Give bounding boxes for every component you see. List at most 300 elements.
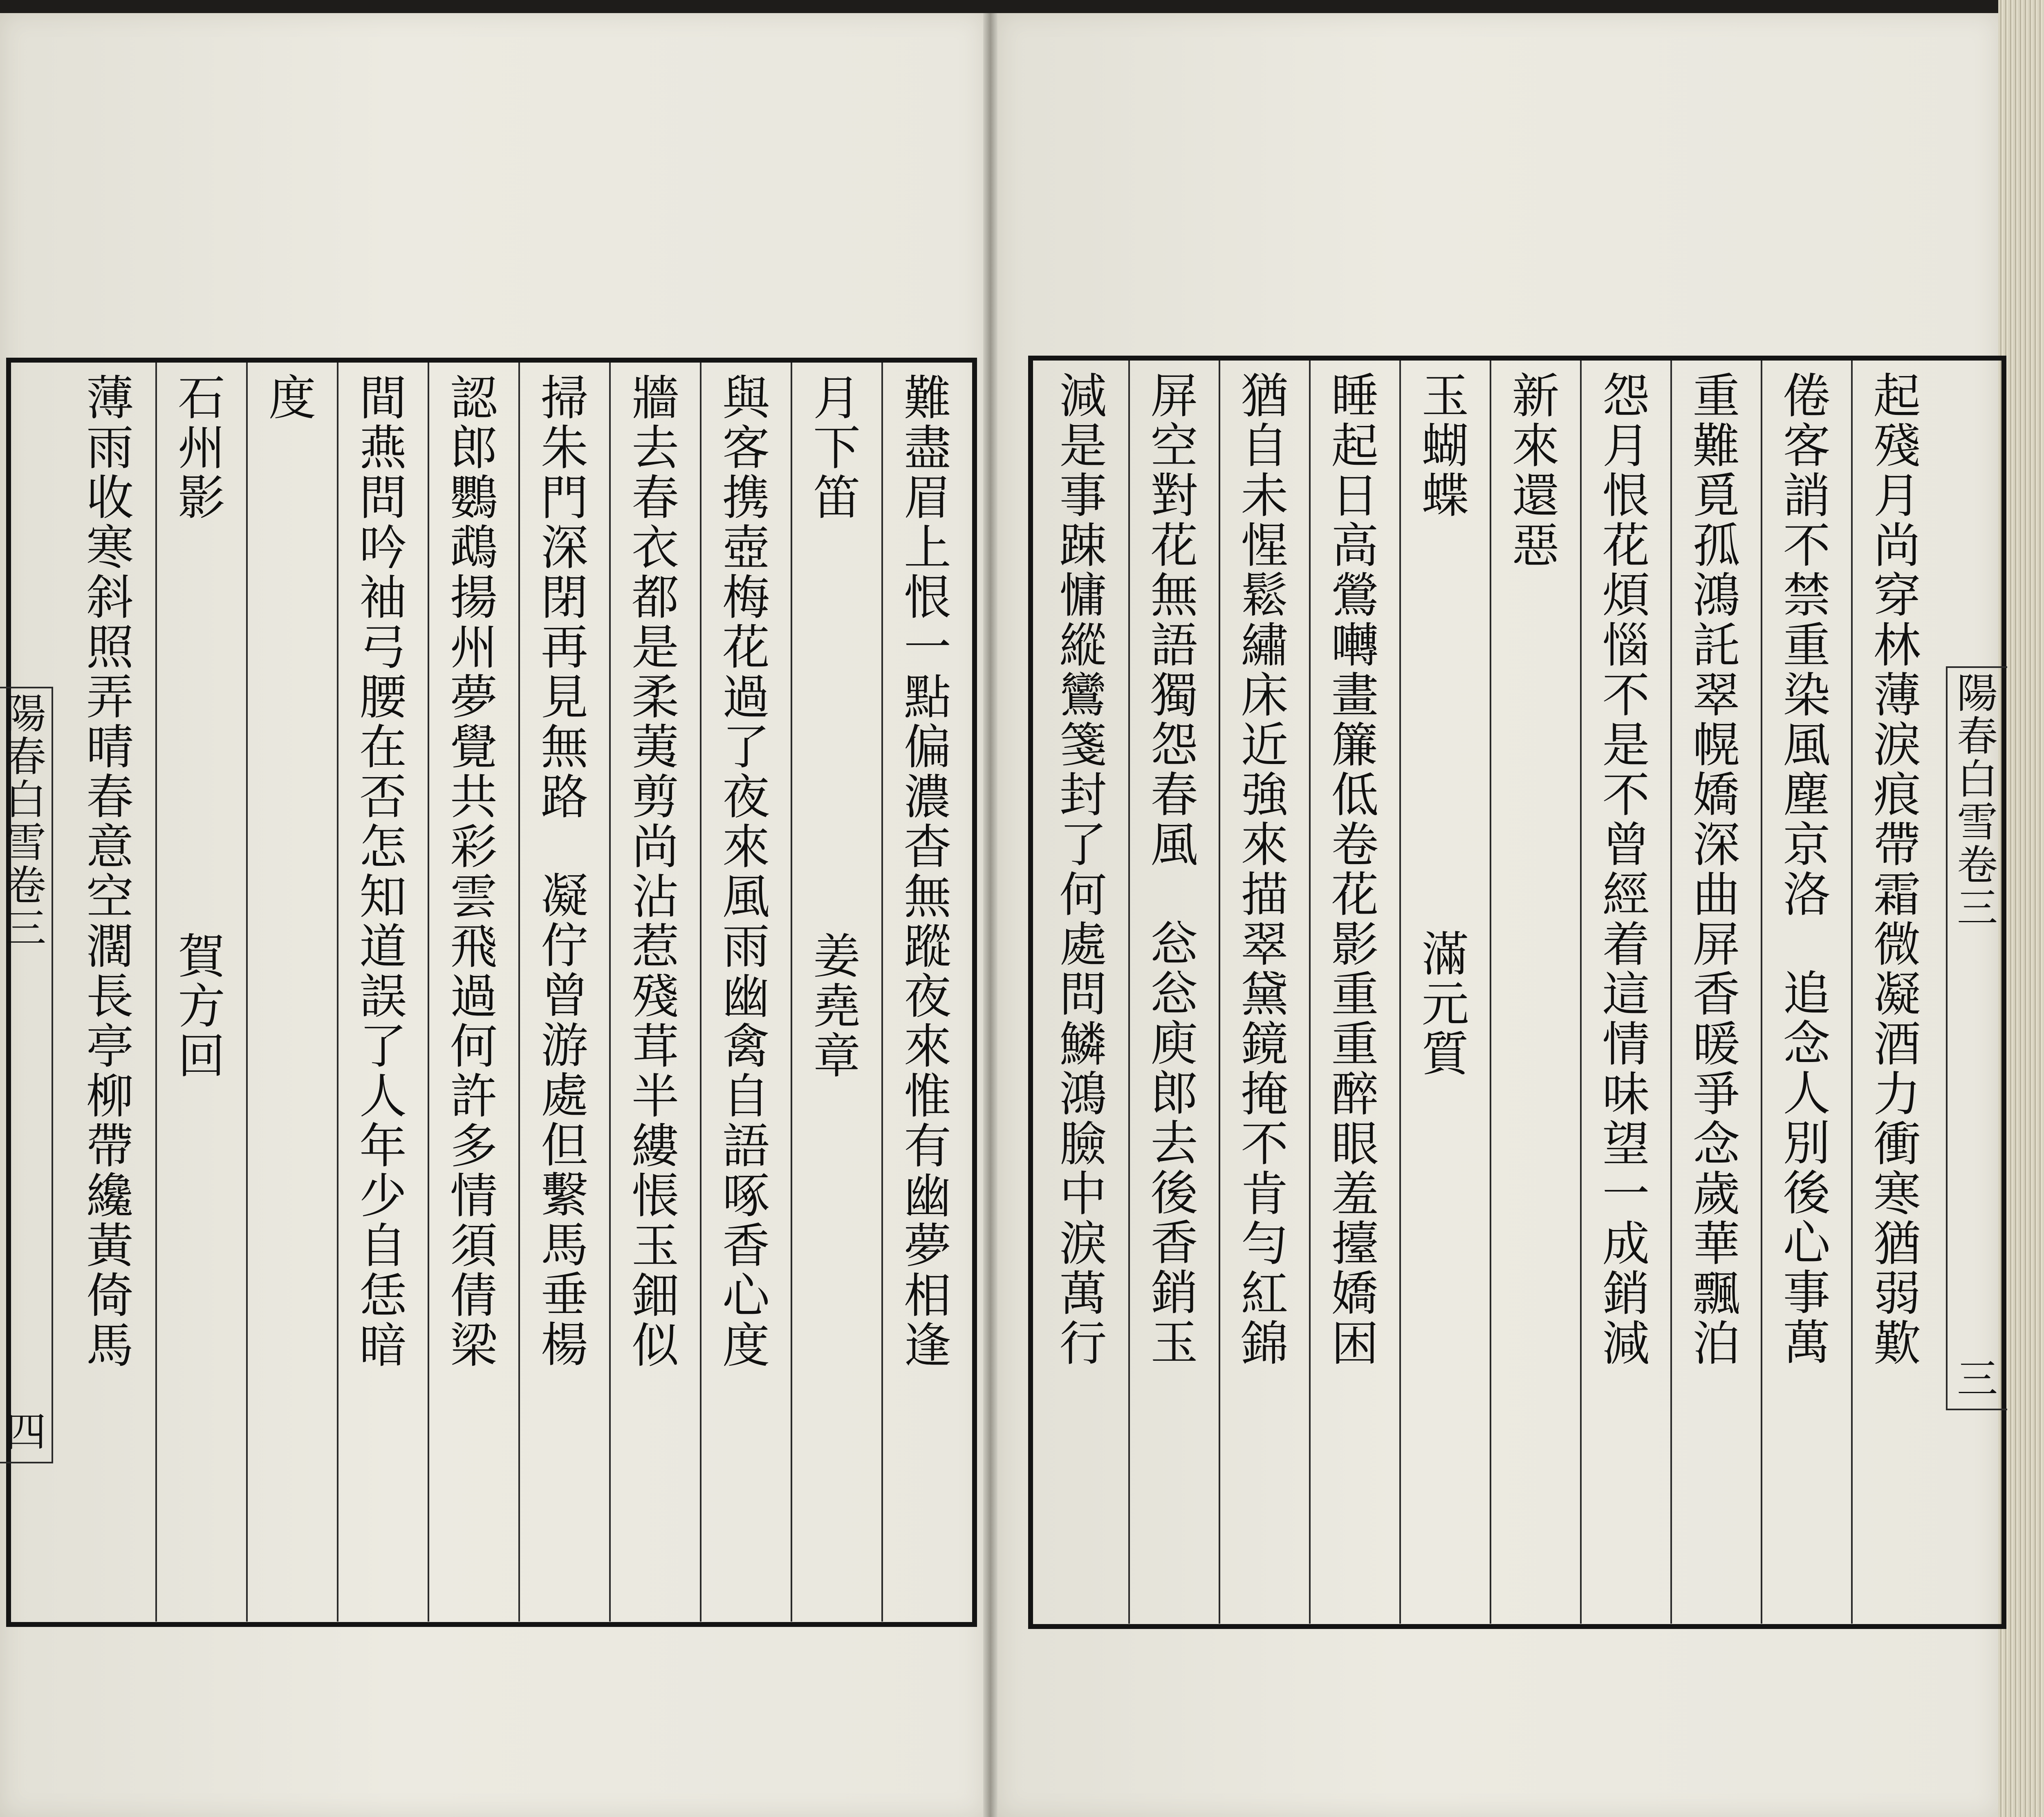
glyph: 幽 <box>904 1169 951 1224</box>
glyph: 忩 <box>1150 966 1198 1022</box>
glyph: 州 <box>450 620 498 675</box>
glyph: 還 <box>1512 468 1560 524</box>
glyph: 意 <box>86 820 134 875</box>
glyph: 寒 <box>1873 1167 1921 1222</box>
glyph: 白 <box>1957 755 1998 803</box>
glyph: 見 <box>541 670 588 725</box>
glyph: 獨 <box>1150 668 1198 723</box>
column-main-text <box>269 371 316 426</box>
glyph: 雨 <box>86 421 134 476</box>
glyph: 這 <box>1602 967 1650 1022</box>
glyph: 風 <box>722 869 770 925</box>
glyph: 姜 <box>813 929 861 984</box>
glyph: 許 <box>450 1069 498 1124</box>
glyph: 爭 <box>1692 1067 1740 1122</box>
text-column <box>609 363 700 1622</box>
glyph: 客 <box>722 421 770 476</box>
text-column <box>337 363 428 1622</box>
glyph: 華 <box>1692 1217 1740 1272</box>
glyph: 中 <box>1059 1167 1107 1222</box>
glyph: 來 <box>1512 419 1560 474</box>
glyph: 陽 <box>1957 670 1998 717</box>
glyph: 郎 <box>1150 1066 1198 1121</box>
glyph: 掩 <box>1241 1067 1289 1122</box>
glyph: 微 <box>1873 917 1921 972</box>
glyph: 了 <box>1059 818 1107 873</box>
glyph: 覓 <box>1692 468 1740 524</box>
glyph: 掃 <box>541 371 588 426</box>
glyph: 鵡 <box>450 520 498 576</box>
glyph: 睡 <box>1331 369 1379 424</box>
glyph: 濃 <box>904 770 951 825</box>
glyph: 沾 <box>632 869 679 925</box>
glyph: 惺 <box>1241 518 1289 574</box>
glyph: 垂 <box>541 1268 588 1323</box>
glyph: 玉 <box>632 1219 679 1274</box>
glyph: 鈿 <box>632 1268 679 1324</box>
column-subtext <box>541 869 588 1373</box>
glyph: 銷 <box>1602 1266 1650 1322</box>
glyph: 共 <box>450 770 498 825</box>
glyph: 心 <box>722 1268 770 1324</box>
glyph: 困 <box>1331 1316 1379 1371</box>
glyph: 花 <box>1331 867 1379 923</box>
glyph: 床 <box>1241 668 1289 723</box>
text-column <box>1309 361 1399 1624</box>
glyph: 花 <box>722 620 770 675</box>
glyph: 不 <box>1783 518 1831 574</box>
glyph: 少 <box>359 1169 407 1224</box>
glyph: 影 <box>178 470 225 526</box>
glyph: 了 <box>722 720 770 775</box>
glyph: 味 <box>1602 1067 1650 1122</box>
glyph: 悵 <box>632 1169 679 1224</box>
glyph: 白 <box>5 776 46 824</box>
glyph: 幽 <box>722 969 770 1024</box>
glyph: 客 <box>1783 419 1831 474</box>
glyph: 上 <box>904 520 951 576</box>
glyph: 念 <box>1783 1016 1831 1071</box>
glyph: 羞 <box>1331 1167 1379 1222</box>
glyph: 腰 <box>359 670 407 725</box>
glyph: 滿 <box>1421 927 1469 982</box>
glyph: 梅 <box>722 570 770 625</box>
glyph: 衣 <box>632 520 679 576</box>
glyph: 携 <box>722 470 770 526</box>
glyph: 高 <box>1331 518 1379 574</box>
glyph: 臉 <box>1059 1117 1107 1172</box>
glyph: 相 <box>904 1268 951 1324</box>
glyph: 鬆 <box>1241 568 1289 623</box>
glyph: 馬 <box>541 1218 588 1273</box>
glyph: 凝 <box>541 869 588 924</box>
glyph: 鸚 <box>450 470 498 526</box>
glyph: 玉 <box>1150 1315 1198 1371</box>
glyph: 問 <box>1059 967 1107 1022</box>
glyph: 望 <box>1602 1117 1650 1172</box>
glyph: 石 <box>178 371 225 426</box>
glyph: 減 <box>1059 369 1107 424</box>
glyph: 否 <box>359 770 407 825</box>
glyph: 畫 <box>1331 668 1379 723</box>
column-main-text <box>1421 369 1469 524</box>
column-main-text <box>359 371 407 1373</box>
column-subtext <box>1783 966 1831 1371</box>
column-main-text <box>450 371 498 1373</box>
glyph: 誤 <box>359 969 407 1024</box>
glyph: 揚 <box>450 570 498 625</box>
glyph: 年 <box>359 1119 407 1174</box>
glyph: 尚 <box>632 820 679 875</box>
glyph: 卷 <box>1331 818 1379 873</box>
glyph: 洛 <box>1783 867 1831 923</box>
glyph: 香 <box>1150 1216 1198 1271</box>
glyph: 事 <box>1783 1266 1831 1321</box>
text-column <box>1399 361 1490 1624</box>
fold-page-number: 三 <box>1957 1355 1998 1403</box>
glyph: 無 <box>1150 568 1198 623</box>
glyph: 惡 <box>1512 518 1560 574</box>
glyph: 知 <box>359 869 407 925</box>
glyph: 勻 <box>1241 1217 1289 1272</box>
glyph: 強 <box>1241 768 1289 823</box>
glyph: 念 <box>1692 1117 1740 1172</box>
glyph: 一 <box>1602 1167 1650 1222</box>
column-main-text <box>1783 369 1831 923</box>
column-main-text <box>1602 369 1650 1371</box>
glyph: 卷 <box>5 862 46 910</box>
glyph: 新 <box>1512 369 1560 424</box>
glyph: 語 <box>722 1119 770 1174</box>
text-column <box>428 363 518 1622</box>
glyph: 起 <box>1331 419 1379 474</box>
glyph: 倚 <box>86 1268 134 1324</box>
glyph: 人 <box>359 1069 407 1124</box>
glyph: 翠 <box>1692 668 1740 723</box>
glyph: 閉 <box>541 570 588 625</box>
column-main-text <box>178 371 225 526</box>
text-column <box>1761 361 1851 1624</box>
column-main-text <box>541 371 588 825</box>
glyph: 銷 <box>1150 1266 1198 1321</box>
text-column <box>155 363 246 1622</box>
right-fold-strip <box>1946 666 2007 1410</box>
glyph: 斜 <box>86 570 134 625</box>
glyph: 影 <box>1331 917 1379 972</box>
column-subtext <box>178 929 225 1084</box>
glyph: 簾 <box>1331 718 1379 773</box>
column-subtext <box>1421 927 1469 1082</box>
glyph: 偏 <box>904 720 951 775</box>
glyph: 質 <box>1421 1027 1469 1082</box>
glyph: 在 <box>359 720 407 775</box>
glyph: 一 <box>904 620 951 675</box>
text-column <box>1128 361 1219 1624</box>
glyph: 對 <box>1150 468 1198 524</box>
glyph: 楊 <box>541 1317 588 1373</box>
glyph: 屏 <box>1150 369 1198 424</box>
glyph: 情 <box>450 1169 498 1224</box>
glyph: 萬 <box>1783 1315 1831 1371</box>
glyph: 人 <box>1783 1066 1831 1121</box>
column-main-text <box>722 371 770 1373</box>
glyph: 來 <box>722 820 770 875</box>
glyph: 殘 <box>632 969 679 1024</box>
glyph: 吟 <box>359 520 407 576</box>
glyph: 夜 <box>722 770 770 825</box>
glyph: 堯 <box>813 979 861 1034</box>
glyph: 錦 <box>1241 1316 1289 1371</box>
glyph: 似 <box>632 1318 679 1373</box>
glyph: 惟 <box>904 1069 951 1124</box>
glyph: 啄 <box>722 1169 770 1224</box>
glyph: 林 <box>1873 618 1921 673</box>
glyph: 不 <box>1241 1117 1289 1172</box>
glyph: 彩 <box>450 820 498 875</box>
glyph: 有 <box>904 1119 951 1174</box>
left-fold-strip <box>0 687 53 1463</box>
glyph: 元 <box>1421 977 1469 1032</box>
glyph: 覺 <box>450 720 498 775</box>
glyph: 何 <box>1059 867 1107 923</box>
glyph: 去 <box>1150 1116 1198 1171</box>
glyph: 後 <box>1783 1166 1831 1221</box>
glyph: 是 <box>1602 718 1650 773</box>
glyph: 自 <box>1241 419 1289 474</box>
glyph: 薄 <box>86 371 134 426</box>
glyph: 花 <box>1602 518 1650 574</box>
glyph: 花 <box>1150 518 1198 574</box>
text-column <box>1670 361 1761 1624</box>
glyph: 重 <box>1331 1017 1379 1072</box>
glyph: 濶 <box>86 919 134 975</box>
glyph: 茸 <box>632 1019 679 1074</box>
glyph: 恨 <box>904 570 951 625</box>
glyph: 恨 <box>1602 468 1650 524</box>
glyph: 鏡 <box>1241 1017 1289 1072</box>
glyph: 暗 <box>359 1318 407 1373</box>
glyph: 過 <box>722 670 770 725</box>
glyph: 心 <box>1783 1216 1831 1271</box>
column-subtext <box>1150 916 1198 1371</box>
glyph: 卷 <box>1957 841 1998 889</box>
glyph: 三 <box>1957 884 1998 932</box>
glyph: 衝 <box>1873 1117 1921 1172</box>
glyph: 夢 <box>904 1219 951 1274</box>
text-column <box>1490 361 1580 1624</box>
glyph: 低 <box>1331 768 1379 823</box>
glyph: 鸞 <box>1059 668 1107 723</box>
glyph: 剪 <box>632 770 679 825</box>
glyph: 郎 <box>450 421 498 476</box>
glyph: 倩 <box>450 1268 498 1324</box>
fold-title <box>1957 672 1998 930</box>
glyph: 點 <box>904 670 951 725</box>
glyph: 繫 <box>541 1168 588 1223</box>
glyph: 晴 <box>86 720 134 775</box>
column-main-text <box>1512 369 1560 574</box>
fold-page-number: 四 <box>5 1408 46 1456</box>
column-main-text <box>904 371 951 1373</box>
glyph: 鱗 <box>1059 1017 1107 1072</box>
glyph: 禽 <box>722 1019 770 1074</box>
glyph: 柔 <box>632 670 679 725</box>
glyph: 三 <box>5 905 46 952</box>
glyph: 月 <box>813 371 861 426</box>
glyph: 事 <box>1059 468 1107 524</box>
glyph: 幌 <box>1692 718 1740 773</box>
glyph: 肯 <box>1241 1167 1289 1222</box>
glyph: 纔 <box>86 1169 134 1224</box>
glyph: 眉 <box>904 470 951 526</box>
glyph: 封 <box>1059 768 1107 823</box>
glyph: 問 <box>359 470 407 526</box>
glyph: 起 <box>1873 369 1921 424</box>
glyph: 歎 <box>1873 1316 1921 1371</box>
glyph: 囀 <box>1331 618 1379 673</box>
glyph: 收 <box>86 470 134 526</box>
glyph: 怎 <box>359 820 407 875</box>
glyph: 春 <box>1957 712 1998 760</box>
glyph: 月 <box>1873 468 1921 524</box>
glyph: 春 <box>1150 768 1198 823</box>
glyph: 蹤 <box>904 919 951 975</box>
glyph: 繡 <box>1241 618 1289 673</box>
glyph: 忩 <box>1150 916 1198 972</box>
glyph: 牆 <box>632 371 679 426</box>
glyph: 酒 <box>1873 1017 1921 1072</box>
glyph: 煩 <box>1602 568 1650 623</box>
glyph: 行 <box>1059 1316 1107 1371</box>
glyph: 飄 <box>1692 1266 1740 1322</box>
glyph: 夢 <box>450 670 498 725</box>
glyph: 是 <box>632 620 679 675</box>
glyph: 曾 <box>1602 818 1650 873</box>
text-column <box>700 363 791 1622</box>
glyph: 痕 <box>1873 768 1921 823</box>
glyph: 霜 <box>1873 867 1921 923</box>
glyph: 難 <box>904 371 951 426</box>
glyph: 近 <box>1241 718 1289 773</box>
glyph: 夜 <box>904 969 951 1024</box>
glyph: 春 <box>86 770 134 825</box>
glyph: 殘 <box>1873 419 1921 474</box>
column-main-text <box>632 371 679 1373</box>
glyph: 描 <box>1241 867 1289 923</box>
glyph: 託 <box>1692 618 1740 673</box>
glyph: 倦 <box>1783 369 1831 424</box>
glyph: 嬌 <box>1692 768 1740 823</box>
glyph: 玉 <box>1421 369 1469 424</box>
glyph: 薄 <box>1873 668 1921 723</box>
glyph: 重 <box>1331 967 1379 1022</box>
text-column <box>1851 361 1941 1624</box>
fold-title <box>5 692 46 950</box>
glyph: 誚 <box>1783 468 1831 524</box>
glyph: 香 <box>722 1219 770 1274</box>
glyph: 鴻 <box>1692 568 1740 623</box>
glyph: 鴻 <box>1059 1067 1107 1122</box>
glyph: 醉 <box>1331 1067 1379 1122</box>
glyph: 不 <box>1602 768 1650 823</box>
glyph: 回 <box>178 1029 225 1084</box>
column-main-text <box>86 371 134 1373</box>
glyph: 縷 <box>632 1119 679 1174</box>
glyph: 萬 <box>1059 1266 1107 1322</box>
glyph: 不 <box>1602 668 1650 723</box>
glyph: 縱 <box>1059 618 1107 673</box>
glyph: 力 <box>1873 1067 1921 1122</box>
glyph: 帶 <box>1873 818 1921 873</box>
glyph: 陽 <box>5 690 46 738</box>
glyph: 自 <box>359 1219 407 1274</box>
glyph: 杳 <box>904 820 951 875</box>
glyph: 佇 <box>541 919 588 974</box>
glyph: 重 <box>1783 618 1831 673</box>
glyph: 慵 <box>1059 568 1107 623</box>
glyph: 翠 <box>1241 917 1289 972</box>
glyph: 門 <box>541 470 588 526</box>
glyph: 但 <box>541 1118 588 1173</box>
glyph: 重 <box>1692 369 1740 424</box>
glyph: 風 <box>1783 718 1831 773</box>
text-column <box>1219 361 1309 1624</box>
glyph: 凝 <box>1873 967 1921 1022</box>
column-main-text <box>1241 369 1289 1371</box>
glyph: 尚 <box>1873 518 1921 574</box>
glyph: 逢 <box>904 1318 951 1373</box>
glyph: 間 <box>359 371 407 426</box>
glyph: 方 <box>178 979 225 1034</box>
glyph: 難 <box>1692 419 1740 474</box>
glyph: 章 <box>813 1029 861 1084</box>
glyph: 何 <box>450 1019 498 1074</box>
glyph: 馬 <box>86 1318 134 1373</box>
glyph: 弱 <box>1873 1266 1921 1322</box>
glyph: 箋 <box>1059 718 1107 773</box>
glyph: 蝶 <box>1421 468 1469 524</box>
glyph: 穿 <box>1873 568 1921 623</box>
glyph: 香 <box>1692 967 1740 1022</box>
glyph: 雨 <box>722 919 770 975</box>
glyph: 別 <box>1783 1116 1831 1171</box>
glyph: 空 <box>1150 419 1198 474</box>
glyph: 後 <box>1150 1166 1198 1221</box>
glyph: 暖 <box>1692 1017 1740 1072</box>
glyph: 庾 <box>1150 1016 1198 1071</box>
glyph: 長 <box>86 969 134 1024</box>
glyph: 笛 <box>813 470 861 526</box>
glyph: 屏 <box>1692 917 1740 972</box>
glyph: 下 <box>813 421 861 476</box>
glyph: 情 <box>1602 1017 1650 1072</box>
glyph: 歲 <box>1692 1167 1740 1222</box>
glyph: 成 <box>1602 1217 1650 1272</box>
glyph: 孤 <box>1692 518 1740 574</box>
glyph: 怨 <box>1150 718 1198 773</box>
glyph: 過 <box>450 969 498 1024</box>
text-column <box>1580 361 1670 1624</box>
column-subtext <box>813 929 861 1084</box>
glyph: 禁 <box>1783 568 1831 623</box>
glyph: 照 <box>86 620 134 675</box>
glyph: 着 <box>1602 917 1650 972</box>
glyph: 燕 <box>359 421 407 476</box>
text-column <box>518 363 609 1622</box>
column-main-text <box>1692 369 1740 1371</box>
glyph: 眼 <box>1331 1117 1379 1172</box>
glyph: 度 <box>269 371 316 426</box>
